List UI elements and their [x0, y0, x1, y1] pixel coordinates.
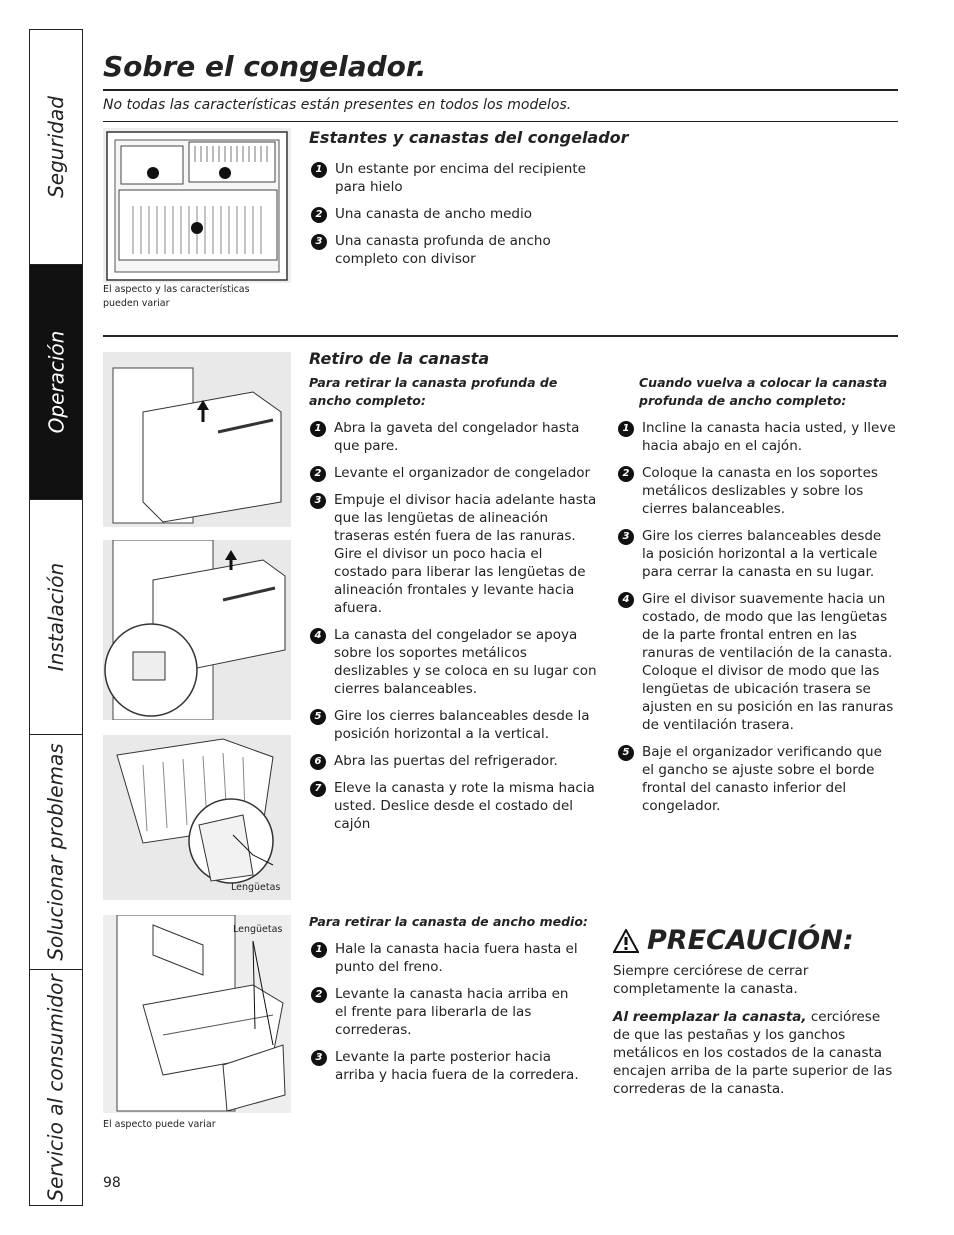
- page-title: Sobre el congelador.: [103, 50, 427, 83]
- freezer-shelves-illustration: [103, 128, 291, 283]
- sidebar-nav: [29, 29, 83, 1206]
- caution-line-2: Al reemplazar la canasta, cerciórese de que las pestañas y los ganchos metálicos en los costados de la canasta encajen arriba de la parte superior de las correderas de la canasta.: [613, 1009, 893, 1097]
- warning-triangle-icon: [613, 929, 639, 953]
- title-rule: [103, 89, 898, 91]
- remove-medium-list: [309, 940, 579, 1084]
- medium-basket-illustration: [103, 915, 291, 1113]
- freezer-shelves-drawing: [103, 128, 291, 283]
- step-1-badge: 1: [311, 162, 327, 178]
- list-item: 5 Gire los cierres balanceables desde la posición horizontal a la vertical.: [308, 707, 598, 743]
- section1-list: [309, 160, 609, 268]
- list-item: 6 Abra las puertas del refrigerador.: [308, 752, 598, 770]
- drawer-open-drawing: [103, 352, 291, 527]
- step-4-badge: 4: [618, 592, 634, 608]
- list-item: 2 Levante el organizador de congelador: [308, 464, 598, 482]
- caution-line-1: Siempre cerciórese de cerrar completamente la canasta.: [613, 963, 809, 997]
- page-subtitle: No todas las características están presentes en todos los modelos.: [103, 97, 572, 113]
- section1-heading: Estantes y canastas del congelador: [309, 128, 629, 147]
- list-item: 3 Levante la parte posterior hacia arriba y hacia fuera de la corredera.: [309, 1048, 579, 1084]
- replace-full-list: [616, 419, 896, 815]
- remove-full-heading: Para retirar la canasta profunda de ancho completo:: [309, 375, 558, 408]
- step-1-badge: 1: [310, 421, 326, 437]
- list-item: 1 Hale la canasta hacia fuera hasta el punto del freno.: [309, 940, 579, 976]
- list-item: 3 Empuje el divisor hacia adelante hasta que las lengüetas de alineación traseras estén fuera de las ranuras. Gire el divisor un poco hacia el costado para liberar las lengüetas de alineación frontales y levante hacia afuera.: [308, 491, 598, 617]
- divider-lift-illustration: [103, 540, 291, 720]
- caution-heading: PRECAUCIÓN:: [613, 925, 898, 956]
- step-2-badge: 2: [311, 207, 327, 223]
- divider-lift-drawing: [103, 540, 291, 720]
- step-5-badge: 5: [618, 745, 634, 761]
- list-item: 5 Baje el organizador verificando que el gancho se ajuste sobre el borde frontal del canasto inferior del congelador.: [616, 743, 896, 815]
- list-item: 1 Incline la canasta hacia usted, y lleve hacia abajo en el cajón.: [616, 419, 896, 455]
- step-2-badge: 2: [311, 987, 327, 1003]
- tab-operacion[interactable]: Operación: [30, 265, 82, 500]
- section1-caption: El aspecto y las características pueden variar: [103, 284, 250, 309]
- list-item: 3 Gire los cierres balanceables desde la posición horizontal a la verticale para cerrar la canasta en su lugar.: [616, 527, 896, 581]
- remove-medium-heading: Para retirar la canasta de ancho medio:: [309, 914, 588, 929]
- list-item: 7 Eleve la canasta y rote la misma hacia usted. Deslice desde el costado del cajón: [308, 779, 598, 833]
- remove-full-list: [308, 419, 598, 833]
- step-7-badge: 7: [310, 781, 326, 797]
- section3-caption: El aspecto puede variar: [103, 1119, 216, 1130]
- drawer-open-illustration: [103, 352, 291, 527]
- step-1-badge: 1: [618, 421, 634, 437]
- tab-servicio-consumidor[interactable]: Servicio al consumidor: [44, 973, 69, 1202]
- list-item: 4 Gire el divisor suavemente hacia un costado, de modo que las lengüetas de la parte frontal entren en las ranuras de ventilación de la canasta. Coloque el divisor de modo que las lengüetas de ubicación trasera se ajusten en su posición en las ranuras de ventilación trasera.: [616, 590, 896, 734]
- subtitle-rule: [103, 121, 898, 122]
- section2-heading: Retiro de la canasta: [309, 349, 490, 368]
- tab-solucionar-problemas[interactable]: Solucionar problemas: [30, 735, 82, 970]
- step-6-badge: 6: [310, 754, 326, 770]
- step-3-badge: 3: [310, 493, 326, 509]
- step-2-badge: 2: [310, 466, 326, 482]
- tabs-label-medium: Lengüetas: [233, 924, 283, 935]
- basket-tabs-drawing: [103, 735, 291, 900]
- medium-basket-drawing: [103, 915, 291, 1113]
- step-1-badge: 1: [311, 942, 327, 958]
- list-item: 4 La canasta del congelador se apoya sobre los soportes metálicos deslizables y se coloca en su lugar con cierres balanceables.: [308, 626, 598, 698]
- list-item: 2 Levante la canasta hacia arriba en el frente para liberarla de las correderas.: [309, 985, 579, 1039]
- step-5-badge: 5: [310, 709, 326, 725]
- step-3-badge: 3: [311, 1050, 327, 1066]
- list-item: 2 Una canasta de ancho medio: [309, 205, 609, 223]
- tab-instalacion[interactable]: Instalación: [30, 500, 82, 735]
- section-divider: [103, 335, 898, 337]
- replace-full-heading: Cuando vuelva a colocar la canasta profunda de ancho completo:: [639, 375, 888, 408]
- list-item: 3 Una canasta profunda de ancho completo con divisor: [309, 232, 609, 268]
- page-number: 98: [103, 1175, 121, 1191]
- tabs-label: Lengüetas: [231, 882, 281, 893]
- list-item: 1 Abra la gaveta del congelador hasta que pare.: [308, 419, 598, 455]
- tab-seguridad[interactable]: Seguridad: [30, 30, 82, 265]
- list-item: 1 Un estante por encima del recipiente para hielo: [309, 160, 609, 196]
- step-3-badge: 3: [618, 529, 634, 545]
- list-item: 2 Coloque la canasta en los soportes metálicos deslizables y sobre los cierres balanceables.: [616, 464, 896, 518]
- step-2-badge: 2: [618, 466, 634, 482]
- step-3-badge: 3: [311, 234, 327, 250]
- caution-box: [613, 925, 898, 1098]
- basket-tabs-illustration: [103, 735, 291, 900]
- step-4-badge: 4: [310, 628, 326, 644]
